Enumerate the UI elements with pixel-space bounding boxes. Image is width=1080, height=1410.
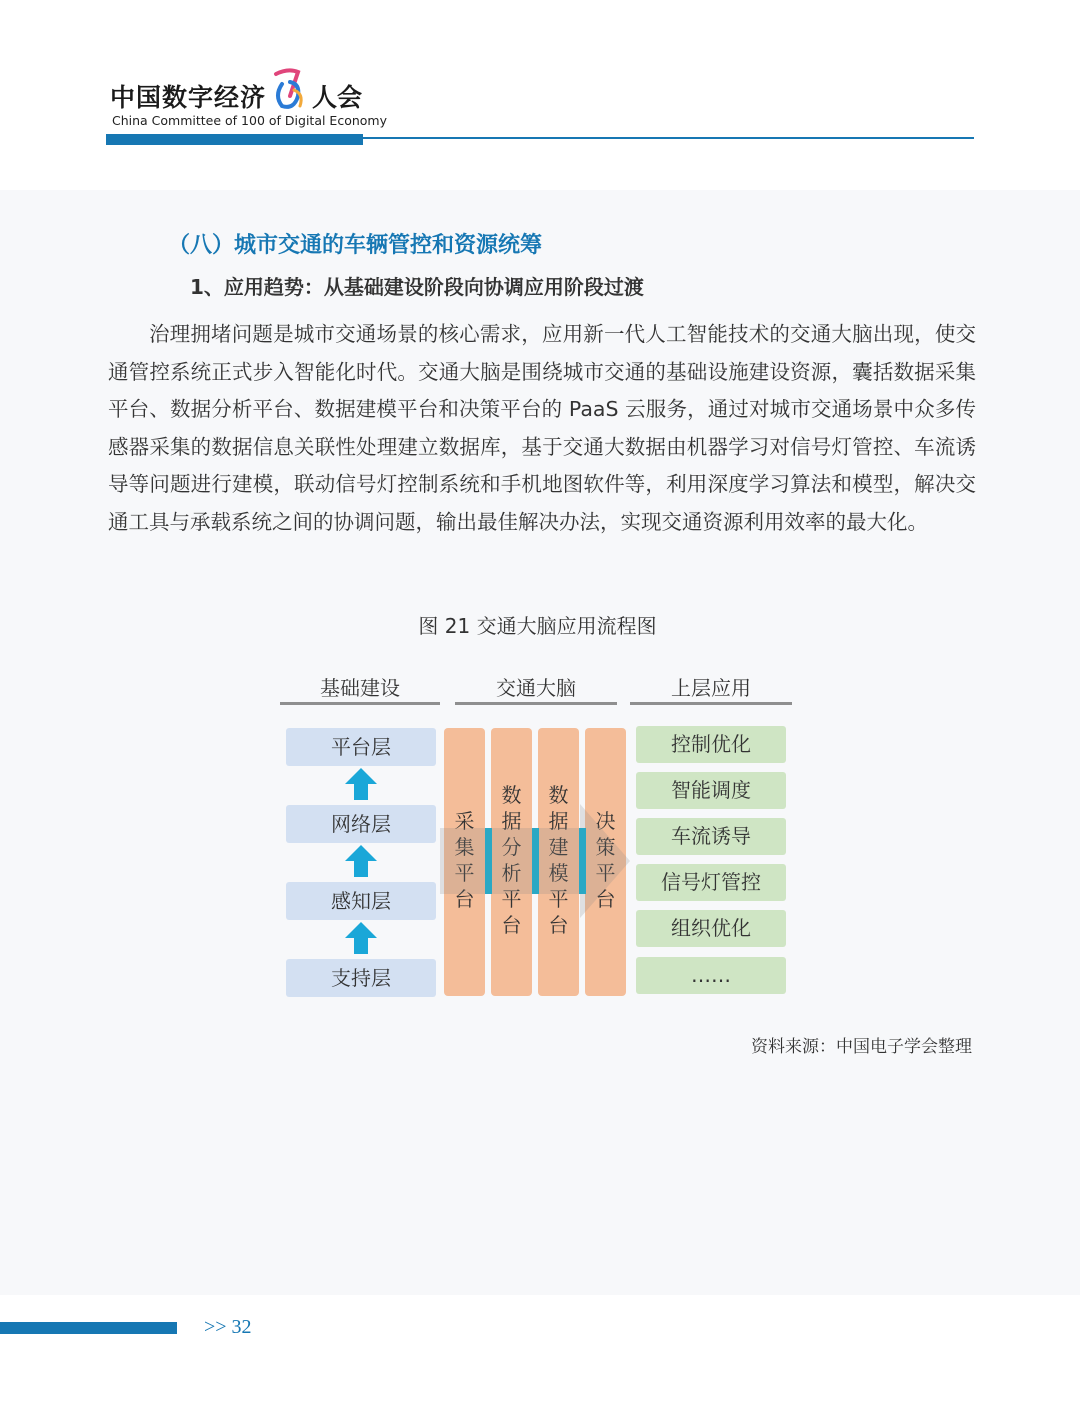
up-arrow-icon <box>343 920 379 956</box>
logo-100-icon <box>268 66 310 112</box>
org-name-cn-suffix: 人会 <box>312 83 363 112</box>
header-accent-bar <box>106 134 363 145</box>
figure-source: 资料来源：中国电子学会整理 <box>751 1037 972 1057</box>
app-item: 智能调度 <box>636 772 786 809</box>
app-item: …… <box>636 957 786 994</box>
up-arrow-icon <box>343 766 379 802</box>
org-name-en: China Committee of 100 of Digital Economy <box>112 113 387 128</box>
app-item: 控制优化 <box>636 726 786 763</box>
column-header-infrastructure: 基础建设 <box>320 676 400 700</box>
footer-accent-bar <box>0 1322 177 1334</box>
brain-label: 决 策 平 台 <box>595 809 616 911</box>
column-rule <box>630 702 792 705</box>
body-paragraph: 治理拥堵问题是城市交通场景的核心需求，应用新一代人工智能技术的交通大脑出现，使交通管控系统正式步入智能化时代。交通大脑是围绕城市交通的基础设施建设资源，囊括数据采集平台、数据分析平台、数据建模平台和决策平台的 PaaS 云服务，通过对城市交通场景中众多传感器采集的数据信息关联性处理建立数据库，基于交通大数据由机器学习对信号灯管控、车流诱导等问题进行建模，联动信号灯控制系统和手机地图软件等，利用深度学习算法和模型，解决交通工具与承载系统之间的协调问题，输出最佳解决办法，实现交通资源利用效率的最大化。 <box>108 322 976 534</box>
column-header-brain: 交通大脑 <box>496 676 576 700</box>
app-item: 车流诱导 <box>636 818 786 855</box>
up-arrow-icon <box>343 843 379 879</box>
brain-label: 数 据 分 析 平 台 <box>501 783 522 937</box>
app-item: 信号灯管控 <box>636 864 786 901</box>
brain-label: 采 集 平 台 <box>454 809 475 911</box>
section-subheading: 1、应用趋势：从基础建设阶段向协调应用阶段过渡 <box>190 275 644 299</box>
org-name-cn: 中国数字经济 <box>110 83 267 112</box>
brain-label: 数 据 建 模 平 台 <box>548 783 569 937</box>
page-number: >> 32 <box>204 1316 252 1338</box>
flow-arrow-icon <box>440 804 630 918</box>
column-rule <box>280 702 440 705</box>
layer-platform: 平台层 <box>286 728 436 766</box>
section-heading: （八）城市交通的车辆管控和资源统筹 <box>168 233 543 258</box>
header-rule <box>363 137 974 139</box>
page-header <box>0 0 1080 190</box>
layer-support: 支持层 <box>286 959 436 997</box>
column-rule <box>455 702 617 705</box>
layer-perception: 感知层 <box>286 882 436 920</box>
app-item: 组织优化 <box>636 910 786 947</box>
column-header-applications: 上层应用 <box>671 676 751 700</box>
figure-title: 图 21 交通大脑应用流程图 <box>418 614 657 638</box>
layer-network: 网络层 <box>286 805 436 843</box>
